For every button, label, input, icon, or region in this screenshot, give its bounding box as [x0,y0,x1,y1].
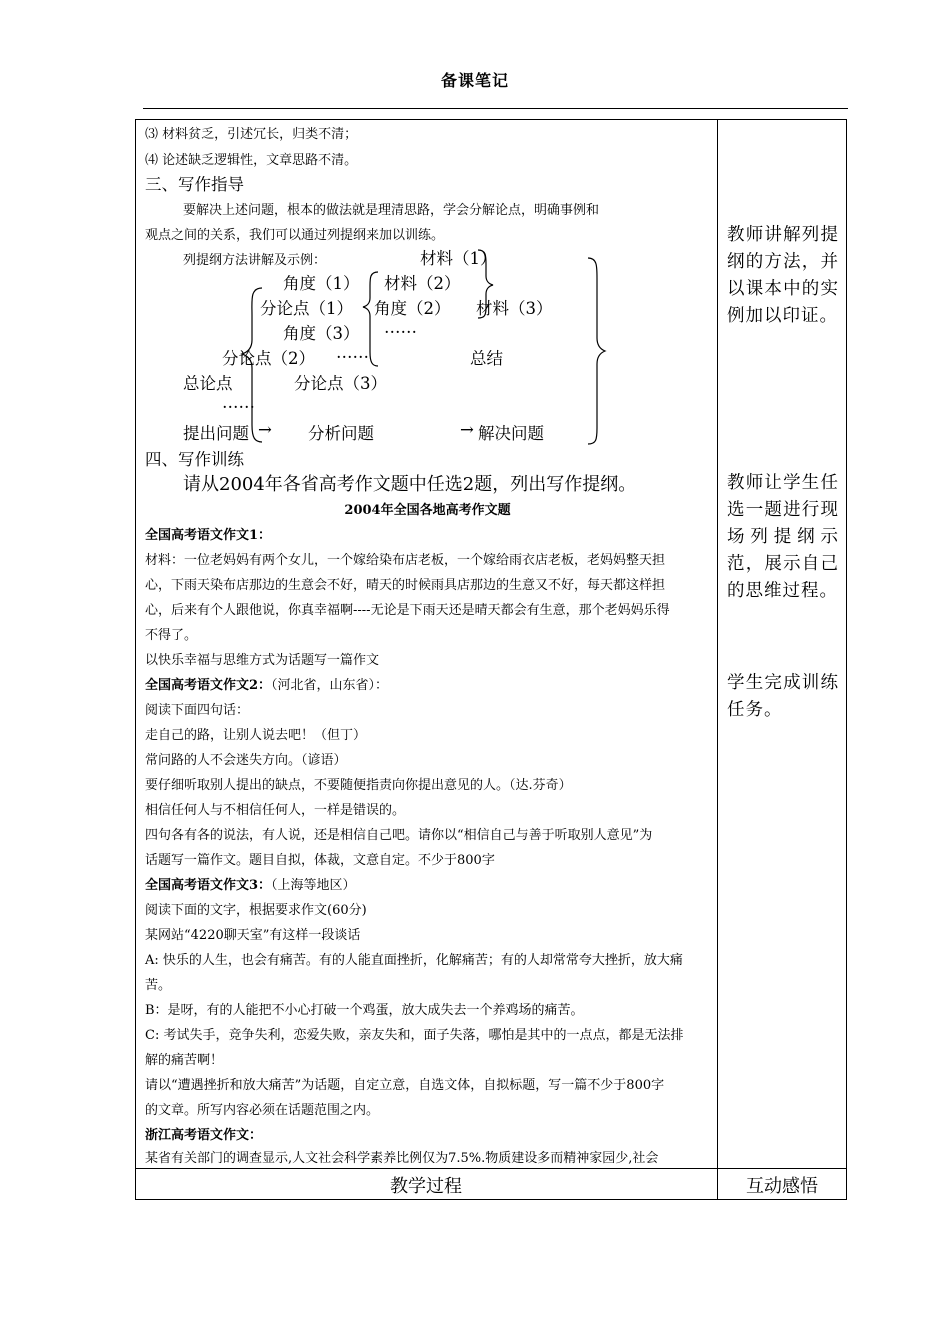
outline-angle-1: 角度（1） [283,274,360,293]
essay-1-line-2: 心，下雨天染布店那边的生意会不好，晴天的时候雨具店那边的生意又不好，每天都这样担 [145,578,666,593]
page-header-title: 备课笔记 [440,71,509,90]
essay-2-region: （河北省，山东省）： [271,678,389,693]
footer-teaching-process: 教学过程 [390,1176,462,1197]
essay-2-line-6: 四句各有各的说法，有人说，还是相信自己吧。请你以“相信自己与善于听取别人意见”为 [145,828,653,843]
note-students-complete: 学生完成训练任务。 [727,673,839,720]
essay-3-line-2: 某网站“4220聊天室”有这样一段谈话 [145,928,361,943]
problem-4: ⑷ 论述缺乏逻辑性，文章思路不清。 [145,153,358,168]
brace-main-right [588,258,605,444]
essay-2-line-1: 阅读下面四句话： [145,703,250,718]
essay-4-line-1: 某省有关部门的调查显示,人文社会科学素养比例仅为7.5%.物质建设多而精神家园少,社会 [145,1151,659,1166]
intro-line-2: 观点之间的关系，我们可以通过列提纲来加以训练。 [145,228,445,243]
essay-2-line-2: 走自己的路，让别人说去吧！（但丁） [145,728,367,743]
note-teacher-explains: 教师讲解列提纲的方法，并以课本中的实例加以印证。 [727,225,839,326]
topics-title: 2004年全国各地高考作文题 [344,503,511,518]
essay-1-title: 全国高考语文作文1： [145,528,272,543]
note-teacher-demonstrates: 教师让学生任选一题进行现场列提纲示范，展示自己的思维过程。 [727,473,839,601]
essay-3-line-1: 阅读下面的文字，根据要求作文(60分) [145,903,367,918]
essay-3-line-9: 的文章。所写内容必须在话题范围之内。 [145,1103,380,1118]
essay-2-line-7: 话题写一篇作文。题目自拟，体裁，文意自定。不少于800字 [145,853,495,868]
essay-3-title: 全国高考语文作文3： [145,878,272,893]
outline-sub-point-3: 分论点（3） [294,374,387,393]
outline-ellipsis-2: …… [336,343,369,362]
outline-main-point: 总论点 [183,374,233,393]
essay-3-heading [145,874,356,893]
essay-3-line-5: B：是呀，有的人能把不小心打破一个鸡蛋，放大成失去一个养鸡场的痛苦。 [145,1003,584,1018]
outline-ellipsis-3: …… [222,393,255,412]
essay-2-line-5: 相信任何人与不相信任何人，一样是错误的。 [145,803,406,818]
brace-main-left [242,288,262,442]
outline-angle-3: 角度（3） [283,324,360,343]
outline-analyze-problem: 分析问题 [308,424,374,443]
essay-2-line-3: 常问路的人不会迷失方向。（谚语） [145,753,347,768]
outline-solve-problem: 解决问题 [478,424,544,443]
outline-material-1: 材料（1） [420,249,497,268]
essay-1-line-4: 不得了。 [145,628,198,643]
essay-2-line-4: 要仔细听取别人提出的缺点，不要随便指责向你提出意见的人。（达.芬奇） [145,778,572,793]
outline-ellipsis-1: …… [384,318,417,337]
essay-3-line-8: 请以“遭遇挫折和放大痛苦”为话题，自定立意，自选文体，自拟标题，写一篇不少于800字 [145,1078,665,1093]
section-3-heading: 三、写作指导 [145,175,244,194]
intro-line-1: 要解决上述问题，根本的做法就是理清思路，学会分解论点，明确事例和 [183,203,600,218]
method-label: 列提纲方法讲解及示例： [183,253,327,268]
outline-sub-point-1: 分论点（1） [260,299,353,318]
essay-3-line-7: 解的痛苦啊！ [145,1053,224,1068]
footer-interaction-reflection: 互动感悟 [746,1176,818,1197]
outline-material-2: 材料（2） [384,274,461,293]
training-task: 请从2004年各省高考作文题中任选2题，列出写作提纲。 [183,474,637,495]
essay-3-line-4: 苦。 [145,978,172,993]
essay-1-line-3: 心，后来有个人跟他说，你真幸福啊----无论是下雨天还是晴天都会有生意，那个老妈妈乐得 [145,603,670,618]
outline-raise-problem: 提出问题 [183,424,249,443]
section-4-heading: 四、写作训练 [145,450,244,469]
brace-angles [363,272,378,366]
outline-sub-point-2: 分论点（2） [222,349,315,368]
brace-materials [478,250,493,318]
essay-3-line-6: C: 考试失手，竞争失利，恋爱失败，亲友失和，面子失落，哪怕是其中的一点点，都是无法排 [145,1028,684,1043]
essay-1-line-5: 以快乐幸福与思维方式为话题写一篇作文 [145,653,380,668]
essay-4-title: 浙江高考语文作文： [145,1128,263,1143]
essay-2-title: 全国高考语文作文2： [145,678,272,693]
essay-2-heading [145,674,388,693]
outline-arrow-2: → [460,420,474,439]
problem-3: ⑶ 材料贫乏，引述冗长，归类不清； [145,127,358,142]
outline-material-3: 材料（3） [476,299,553,318]
outline-summary: 总结 [470,349,503,368]
essay-3-region: （上海等地区） [271,878,356,893]
outline-arrow-1: → [258,420,272,439]
essay-3-line-3: A: 快乐的人生，也会有痛苦。有的人能直面挫折，化解痛苦；有的人却常常夸大挫折，放大痛 [145,953,683,968]
essay-1-line-1: 材料：一位老妈妈有两个女儿，一个嫁给染布店老板，一个嫁给雨衣店老板，老妈妈整天担 [145,553,666,568]
outline-angle-2: 角度（2） [374,299,451,318]
